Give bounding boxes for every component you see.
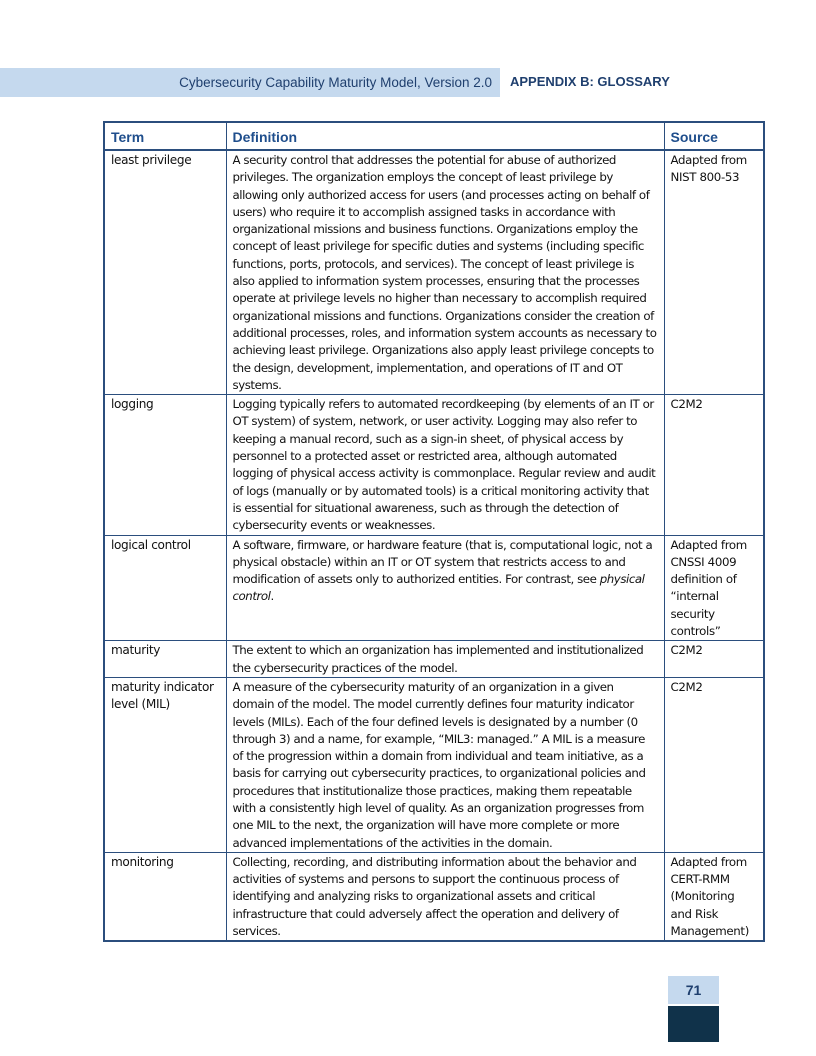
definition-cell: Logging typically refers to automated recordkeeping (by elements of an IT or OT system) of system, network, or user activity. Logging may also refer to keeping a manual record, such as a sign-in sheet, of physical access by personnel to a protected asset or restricted area, although automated logging of physical access activity is commonplace. Regular review and audit of logs (manually or by automated tools) is a critical monitoring activity that is essential for situational awareness, such as through the detection of cybersecurity events or weaknesses. (226, 395, 664, 535)
page-number: 71 (668, 976, 719, 1004)
column-header-source: Source (664, 122, 764, 150)
term-cell: logical control (104, 535, 226, 641)
definition-end: . (270, 589, 274, 604)
source-cell: Adapted from CNSSI 4009 definition of “internal security controls” (664, 535, 764, 641)
source-cell: Adapted from NIST 800-53 (664, 150, 764, 395)
header-band (0, 68, 500, 97)
cross-reference: physical control (232, 572, 645, 604)
table-row (104, 852, 764, 941)
column-header-term: Term (104, 122, 226, 150)
definition-cell: A measure of the cybersecurity maturity of an organization in a given domain of the model. The model currently defines four maturity indicator levels (MILs). Each of the four defined levels is designated by a number (0 through 3) and a name, for example, “MIL3: managed.” A MIL is a measure of the progression within a domain from individual and team initiative, as a basis for carrying out cybersecurity practices, to organizational policies and procedures that institutionalize those practices, making them repeatable with a consistently high level of quality. As an organization progresses from one MIL to the next, the organization will have more complete or more advanced implementations of the activities in the domain. (226, 677, 664, 852)
table-row (104, 641, 764, 678)
appendix-title: APPENDIX B: GLOSSARY (510, 74, 670, 89)
column-header-definition: Definition (226, 122, 664, 150)
document-title: Cybersecurity Capability Maturity Model, Version 2.0 (179, 75, 492, 90)
source-cell: Adapted from CERT-RMM (Monitoring and Risk Management) (664, 852, 764, 941)
source-cell: C2M2 (664, 395, 764, 535)
table-row (104, 677, 764, 852)
term-cell: maturity (104, 641, 226, 678)
term-cell: least privilege (104, 150, 226, 395)
term-cell: monitoring (104, 852, 226, 941)
definition-text: A software, firmware, or hardware feature (that is, computational logic, not a physical obstacle) within an IT or OT system that restricts access to and modification of assets only to authorized entities. For contrast, see (232, 537, 653, 587)
footer-decoration (668, 1006, 719, 1042)
term-cell: maturity indicator level (MIL) (104, 677, 226, 852)
source-cell: C2M2 (664, 677, 764, 852)
source-cell: C2M2 (664, 641, 764, 678)
definition-cell: The extent to which an organization has implemented and institutionalized the cybersecurity practices of the model. (226, 641, 664, 678)
definition-cell: A security control that addresses the potential for abuse of authorized privileges. The organization employs the concept of least privilege by allowing only authorized access for users (and processes acting on behalf of users) who require it to accomplish assigned tasks in accordance with organizational missions and business functions. Organizations employ the concept of least privilege for specific duties and systems (including specific functions, ports, protocols, and services). The concept of least privilege is also applied to information system processes, ensuring that the processes operate at privilege levels no higher than necessary to accomplish required organizational missions and functions. Organizations consider the creation of additional processes, roles, and information system accounts as necessary to achieving least privilege. Organizations also apply least privilege concepts to the design, development, implementation, and operations of IT and OT systems. (226, 150, 664, 395)
table-header-row (104, 122, 764, 150)
table-row (104, 395, 764, 535)
table-row (104, 150, 764, 395)
definition-cell: Collecting, recording, and distributing information about the behavior and activities of systems and persons to support the continuous process of identifying and analyzing risks to organizational assets and critical infrastructure that could adversely affect the operation and delivery of services. (226, 852, 664, 941)
glossary-table (103, 121, 765, 942)
definition-cell (226, 535, 664, 641)
table-row (104, 535, 764, 641)
term-cell: logging (104, 395, 226, 535)
